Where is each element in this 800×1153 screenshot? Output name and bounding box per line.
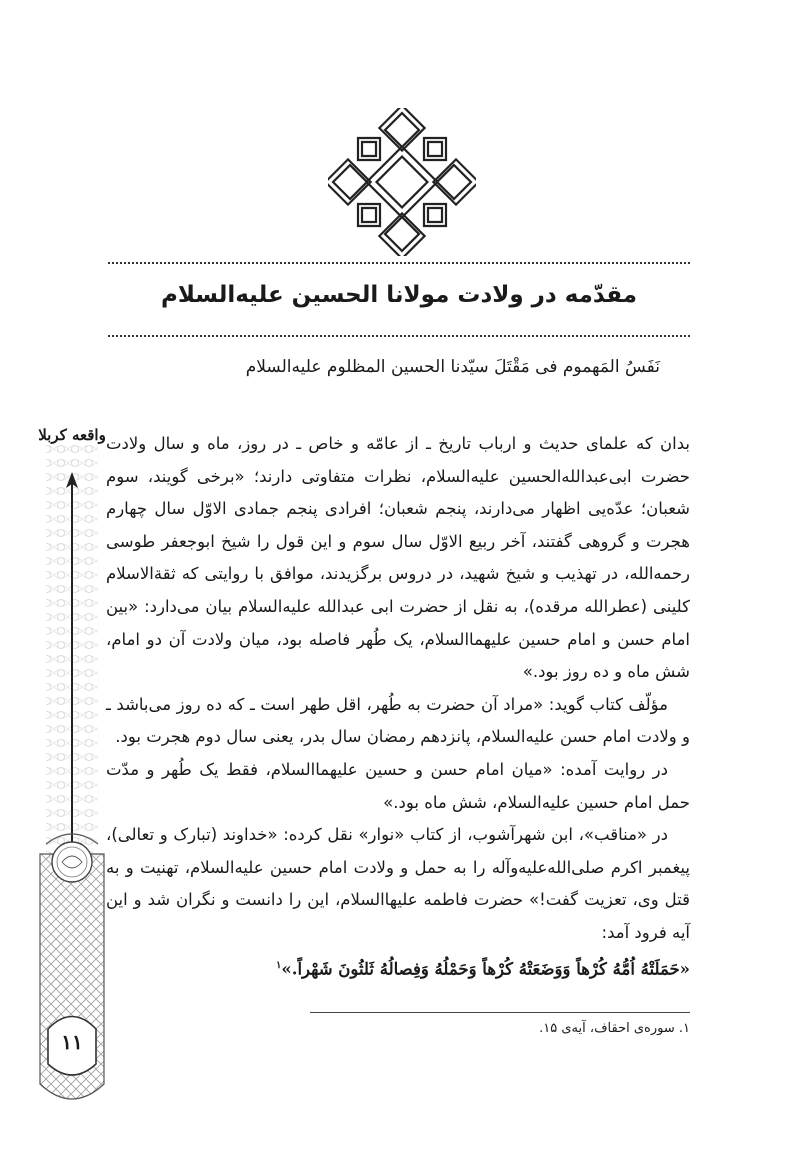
paragraph-4: در «مناقب»، ابن شهرآشوب، از کتاب «نوار» نقل کرده: «خداوند (تبارک و تعالی)، پیغمبر اکرم صلی‌الله‌علیه‌وآله را به حمل و ولادت امام حسین علیه‌السلام، تهنیت و به قتل وی، تعزیت گفت!» حضرت فاطمه علیهاالسلام، این را دانست و نگران شد و این آیه فرود آمد: [106, 825, 690, 942]
main-text [106, 428, 690, 986]
sidebar-ornament-icon [26, 414, 118, 1104]
header-top-divider [108, 262, 690, 264]
page-number: ۱۱ [61, 1030, 83, 1054]
footnote-reference[interactable]: ۱ [276, 959, 282, 971]
running-book-title: واقعه کربلا [38, 426, 106, 444]
paragraph-2: مؤلّف کتاب گوید: «مراد آن حضرت به طُهر، اقل طهر است ـ که ده روز می‌باشد ـ و ولادت امام حسن علیه‌السلام، پانزدهم رمضان سال بدر، یعنی سال دوم هجرت بود. [106, 694, 690, 747]
quran-verse-text: «حَمَلَتْهُ اُمُّهُ کُرْهاً وَوَضَعَتْهُ کُرْهاً وَحَمْلُهُ وَفِصالُهُ ثَلثُونَ شَهْراً.» [281, 959, 690, 978]
chapter-title: مقدّمه در ولادت مولانا الحسین علیه‌السلام [160, 282, 637, 308]
knot-ornament-icon [328, 108, 476, 256]
paragraph-1: بدان که علمای حدیث و ارباب تاریخ ـ از عامّه و خاص ـ در روز، ماه و سال ولادت حضرت ابی‌عبدالله‌الحسین علیه‌السلام، نظرات متفاوتی دارند؛ «برخی گویند، سوم شعبان؛ عدّه‌یی اظهار می‌دارند، پنجم شعبان؛ افرادی پنجم جمادی الاوّل سال چهارم هجرت و گروهی گفتند، آخر ربیع الاوّل سال سوم و این قول را شیخ ابوجعفر طوسی رحمه‌الله، در تهذیب و شیخ شهید، در دروس برگزیدند، موافق با روایتی که ثقةالاسلام کلینی (عطرالله مرقده)، به نقل از حضرت ابی عبدالله علیه‌السلام بیان می‌دارد: «بین امام حسن و امام حسین علیهماالسلام، یک طُهر فاصله بود، میان ولادت آن دو امام، شش ماه و ده روز بود.» [106, 434, 690, 682]
footnote-divider [310, 1012, 690, 1013]
chapter-subtitle: نَفَسُ المَهموم فی مَقْتَلَ سیّدنا الحسین المظلوم علیه‌السلام [245, 357, 660, 377]
header-bottom-divider [108, 335, 690, 337]
paragraph-3: در روایت آمده: «میان امام حسن و حسین علیهماالسلام، فقط یک طُهر و مدّت حمل امام حسین علیه‌السلام، شش ماه بود.» [106, 759, 690, 812]
quran-verse [106, 950, 690, 986]
footnote: ۱. سوره‌ی احقاف، آیه‌ی ۱۵. [539, 1021, 690, 1036]
